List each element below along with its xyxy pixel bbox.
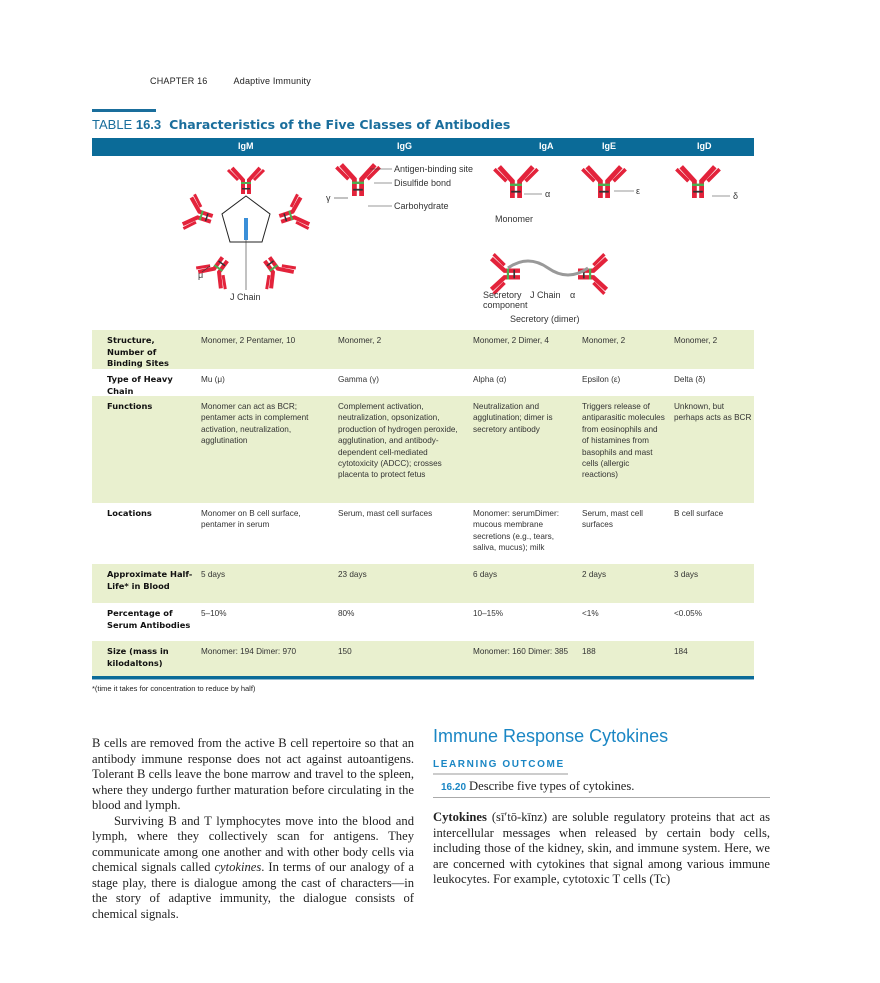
row-label: Approximate Half-Life* in Blood xyxy=(107,569,193,591)
table-cell: Monomer can act as BCR; pentamer acts in complement activation, neutralization, agglutination xyxy=(201,402,309,446)
table-cell: Monomer, 2 xyxy=(582,336,626,345)
table-cell: Serum, mast cell surfaces xyxy=(582,509,643,530)
iga-dimer-right-icon xyxy=(578,254,607,294)
col-igg: IgG xyxy=(397,141,412,151)
chapter-number: CHAPTER 16 xyxy=(150,76,208,86)
table-cell: <0.05% xyxy=(674,609,702,618)
table-cell: Monomer: 194 Dimer: 970 xyxy=(201,647,297,656)
row-label: Percentage of Serum Antibodies xyxy=(107,608,191,630)
cytokines-paragraph xyxy=(433,810,770,888)
ige-icon xyxy=(582,167,625,198)
body-paragraph-2 xyxy=(92,814,414,923)
table-cell: Gamma (γ) xyxy=(338,375,379,384)
table-cell: Monomer, 2 xyxy=(338,336,382,345)
table-row xyxy=(92,603,754,641)
igg-icon xyxy=(336,165,379,196)
table-cell: B cell surface xyxy=(674,509,724,518)
table-accent-bar xyxy=(92,109,156,112)
running-head xyxy=(150,76,337,86)
table-cell: 184 xyxy=(674,647,688,656)
col-ige: IgE xyxy=(602,141,617,151)
table-cell: Unknown, but perhaps acts as BCR xyxy=(674,402,752,423)
table-cell: 5–10% xyxy=(201,609,227,618)
table-number: 16.3 xyxy=(135,117,162,132)
table-cell: Complement activation, neutralization, opsonization, production of hydrogen peroxide, agglutination, and antibody-dependent cell-mediated cytotoxicity (ADCC); crosses placenta to protect fetus xyxy=(338,402,458,480)
table-cell: 80% xyxy=(338,609,355,618)
table-cell: 3 days xyxy=(674,570,699,579)
label-gamma: γ xyxy=(326,193,331,203)
row-label: Size (mass in kilodaltons) xyxy=(107,646,169,668)
p2-term: cytokines xyxy=(214,860,262,874)
igd-icon xyxy=(676,167,719,198)
col-igd: IgD xyxy=(697,141,712,151)
col-iga: IgA xyxy=(539,141,554,151)
label-secretory-dimer: Secretory (dimer) xyxy=(510,314,580,324)
igm-monomer-icon xyxy=(181,194,217,236)
learning-outcome-label: LEARNING OUTCOME xyxy=(433,759,565,770)
chapter-title: Adaptive Immunity xyxy=(233,76,311,86)
table-title-text: Characteristics of the Five Classes of Antibodies xyxy=(169,117,511,132)
learning-outcome-item xyxy=(441,779,634,794)
table-cell: 2 days xyxy=(582,570,607,579)
table-cell: 6 days xyxy=(473,570,498,579)
section-heading: Immune Response Cytokines xyxy=(433,726,669,746)
divider xyxy=(433,773,568,775)
divider xyxy=(433,797,770,798)
term-cytokines: Cytokines xyxy=(433,810,487,824)
body-paragraph-1: B cells are removed from the active B cell repertoire so that an antibody immune response does not act against autoantigens. Tolerant B cells leave the bone marrow and travel to the spleen, where they undergo further maturation before circulating in the blood and lymph. xyxy=(92,736,414,812)
table-cell: Monomer on B cell surface, pentamer in serum xyxy=(201,509,301,530)
label-antigen-binding-site: Antigen-binding site xyxy=(394,164,474,174)
table-cell: 10–15% xyxy=(473,609,504,618)
table-cell: Alpha (α) xyxy=(473,375,507,384)
left-column-text xyxy=(92,736,414,922)
table-cell: Triggers release of antiparasitic molecules from eosinophils and of histamines from basophils and mast cells (allergic reactions) xyxy=(582,402,665,480)
row-label: Structure, Number of Binding Sites xyxy=(107,335,169,368)
label-epsilon: ε xyxy=(636,186,641,196)
label-disulfide-bond: Disulfide bond xyxy=(394,178,452,188)
label-alpha-dimer: α xyxy=(570,290,576,300)
p2-a: Surviving B and T lymphocytes move into the blood and lymph, where they collectively scan for antigens. They communicate among one another and with other body cells via chemical signals called xyxy=(92,813,414,874)
label-mu: μ xyxy=(198,270,204,280)
table-cell: 23 days xyxy=(338,570,367,579)
table-cell: Monomer, 2 xyxy=(674,336,718,345)
table-title xyxy=(92,117,510,132)
label-carbohydrate: Carbohydrate xyxy=(394,201,449,211)
table-header xyxy=(92,138,754,156)
table-cell: Mu (μ) xyxy=(201,375,225,384)
pronunciation: (sī′tō-kīnz) xyxy=(491,810,548,824)
table-row xyxy=(92,564,754,603)
label-alpha: α xyxy=(545,189,551,199)
table-bottom-rule-thin xyxy=(92,679,754,680)
antibody-diagram xyxy=(92,156,754,330)
igm-monomer-icon xyxy=(275,194,311,236)
igm-monomer-icon xyxy=(228,168,264,194)
table-row xyxy=(92,503,754,564)
table-cell: Monomer: serumDimer: mucous membrane secretions (e.g., tears, saliva, mucus); milk xyxy=(473,509,559,553)
table-row xyxy=(92,330,754,369)
table-cell: 5 days xyxy=(201,570,226,579)
table-cell: Serum, mast cell surfaces xyxy=(338,509,433,518)
table-cell: 188 xyxy=(582,647,596,656)
table-cell: Monomer, 2 Dimer, 4 xyxy=(473,336,549,345)
table-cell: <1% xyxy=(582,609,599,618)
j-chain-icon xyxy=(244,218,248,240)
cytokines-body: are soluble regulatory proteins that act as intercellular messages when released by certain body cells, including those of the kidney, skin, and immune system. Here, we are concerned with cytokines that signal among various immune leukocytes. For example, cytotoxic T cells (Tc) xyxy=(433,810,770,886)
p2-b: . In terms of our analogy of a stage play, there is dialogue among the cast of characters—in the story of adaptive immunity, the dialogue consists of chemical signals. xyxy=(92,860,414,921)
table-cell: Neutralization and agglutination; dimer is secretory antibody xyxy=(473,402,553,434)
table-row xyxy=(92,396,754,503)
table-label: TABLE xyxy=(92,117,133,132)
table-row xyxy=(92,369,754,396)
table-footnote: *(time it takes for concentration to reduce by half) xyxy=(92,684,256,693)
label-j-chain-iga: J Chain xyxy=(530,290,561,300)
row-label: Type of Heavy Chain xyxy=(107,374,173,396)
table-cell: Monomer: 160 Dimer: 385 xyxy=(473,647,569,656)
label-delta: δ xyxy=(733,191,739,201)
table-cell: Delta (δ) xyxy=(674,375,706,384)
label-secretory-component: Secretory component xyxy=(483,290,528,310)
row-label: Functions xyxy=(107,401,153,411)
label-j-chain: J Chain xyxy=(230,292,261,302)
iga-monomer-icon xyxy=(494,167,537,198)
label-monomer: Monomer xyxy=(495,214,534,224)
table-cell: Monomer, 2 Pentamer, 10 xyxy=(201,336,296,345)
outcome-text: Describe five types of cytokines. xyxy=(469,779,635,793)
table-cell: 150 xyxy=(338,647,352,656)
col-igm: IgM xyxy=(238,141,254,151)
outcome-number: 16.20 xyxy=(441,782,467,793)
igm-monomer-icon xyxy=(253,249,297,291)
row-label: Locations xyxy=(107,508,152,518)
iga-dimer-left-icon xyxy=(491,254,520,294)
table-row xyxy=(92,641,754,676)
table-cell: Epsilon (ε) xyxy=(582,375,621,384)
